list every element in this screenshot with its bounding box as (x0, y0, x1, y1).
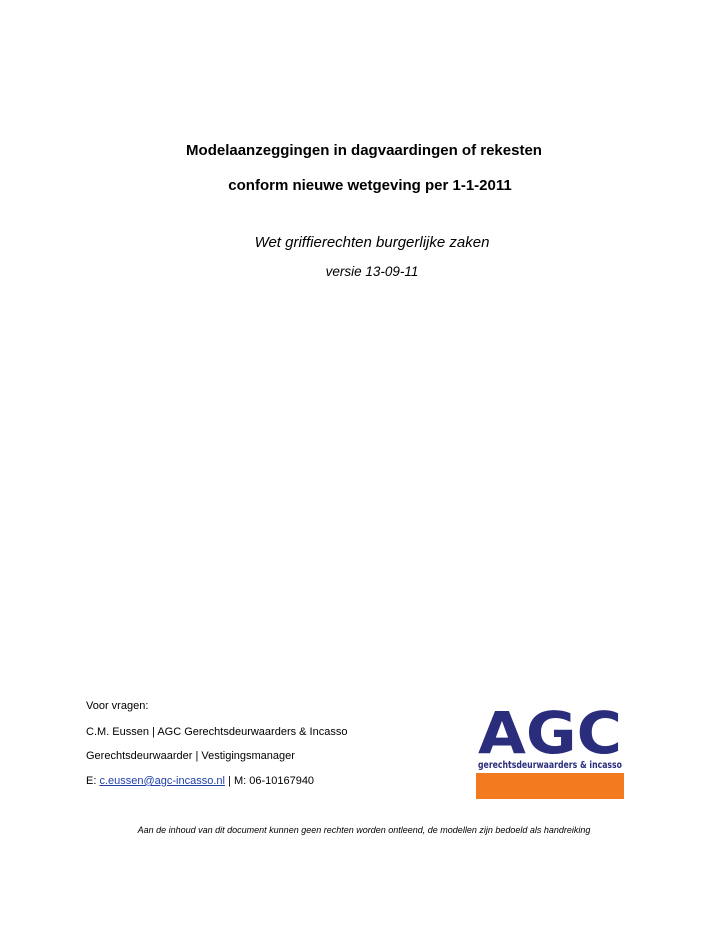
document-title-line-2: conform nieuwe wetgeving per 1-1-2011 (228, 177, 512, 194)
document-title-line-1: Modelaanzeggingen in dagvaardingen of rekesten (186, 142, 542, 159)
agc-logo (476, 697, 624, 799)
contact-heading: Voor vragen: (86, 700, 149, 712)
contact-details (86, 775, 314, 787)
contact-name: C.M. Eussen | AGC Gerechtsdeurwaarders & Incasso (86, 726, 348, 738)
document-version: versie 13-09-11 (325, 264, 419, 279)
email-link[interactable]: c.eussen@agc-incasso.nl (99, 775, 225, 787)
contact-role: Gerechtsdeurwaarder | Vestigingsmanager (86, 750, 295, 762)
disclaimer-text: Aan de inhoud van dit document kunnen geen rechten worden ontleend, de modellen zijn bedoeld als handreiking (137, 825, 591, 835)
logo-orange-bar (476, 773, 624, 799)
document-subtitle: Wet griffierechten burgerlijke zaken (254, 234, 490, 251)
logo-main-text: AGC (478, 699, 622, 767)
phone-number: | M: 06-10167940 (224, 775, 315, 787)
logo-tagline: gerechtsdeurwaarders & incasso (478, 760, 623, 771)
email-prefix: E: (86, 775, 100, 787)
